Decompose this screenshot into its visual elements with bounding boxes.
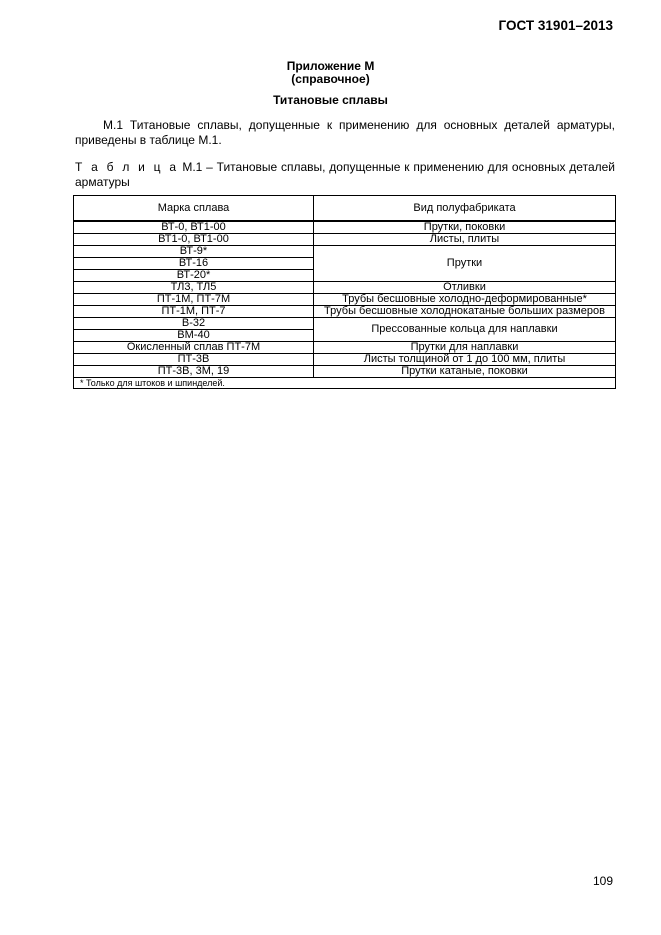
header-form: Вид полуфабриката <box>314 196 616 222</box>
grade-cell: В-32 <box>74 318 314 330</box>
table-row <box>74 294 616 306</box>
form-cell: Прессованные кольца для наплавки <box>314 318 616 342</box>
table-header-row <box>74 196 616 222</box>
grade-cell: ВТ-16 <box>74 258 314 270</box>
table-row <box>74 234 616 246</box>
grade-cell: ВТ-9* <box>74 246 314 258</box>
form-cell: Трубы бесшовные холодно-деформированные* <box>314 294 616 306</box>
form-cell: Листы толщиной от 1 до 100 мм, плиты <box>314 354 616 366</box>
header-grade: Марка сплава <box>74 196 314 222</box>
table-row <box>74 282 616 294</box>
table-footnote-row <box>74 378 616 389</box>
form-cell: Листы, плиты <box>314 234 616 246</box>
intro-paragraph: М.1 Титановые сплавы, допущенные к применению для основных деталей арматуры, приведены в таблице М.1. <box>75 118 615 147</box>
table-row <box>74 221 616 234</box>
grade-cell: ПТ-3В, 3М, 19 <box>74 366 314 378</box>
appendix-type: (справочное) <box>291 72 370 86</box>
table-caption <box>75 160 615 190</box>
grade-cell: ВТ-20* <box>74 270 314 282</box>
table-row <box>74 366 616 378</box>
page-number: 109 <box>592 874 613 888</box>
appendix-title: Приложение М <box>286 59 375 73</box>
table-row <box>74 342 616 354</box>
form-cell: Прутки, поковки <box>314 221 616 234</box>
table-row <box>74 246 616 258</box>
document-id: ГОСТ 31901–2013 <box>498 18 613 33</box>
alloys-table <box>73 195 616 389</box>
table-footnote: * Только для штоков и шпинделей. <box>74 378 616 389</box>
grade-cell: ПТ-1М, ПТ-7М <box>74 294 314 306</box>
table-row <box>74 354 616 366</box>
caption-text: М.1 – Титановые сплавы, допущенные к применению для основных деталей арматуры <box>75 160 615 189</box>
grade-cell: Окисленный сплав ПТ-7М <box>74 342 314 354</box>
form-cell: Трубы бесшовные холоднокатаные больших размеров <box>314 306 616 318</box>
form-cell: Прутки для наплавки <box>314 342 616 354</box>
form-cell: Отливки <box>314 282 616 294</box>
grade-cell: ВТ-0, ВТ1-00 <box>74 221 314 234</box>
form-cell: Прутки катаные, поковки <box>314 366 616 378</box>
section-title: Титановые сплавы <box>273 93 388 107</box>
table-row <box>74 306 616 318</box>
grade-cell: ВМ-40 <box>74 330 314 342</box>
grade-cell: ПТ-3В <box>74 354 314 366</box>
grade-cell: ТЛ3, ТЛ5 <box>74 282 314 294</box>
grade-cell: ПТ-1М, ПТ-7 <box>74 306 314 318</box>
table-row <box>74 318 616 330</box>
grade-cell: ВТ1-0, ВТ1-00 <box>74 234 314 246</box>
caption-prefix: Т а б л и ц а <box>75 160 179 174</box>
form-cell: Прутки <box>314 246 616 282</box>
